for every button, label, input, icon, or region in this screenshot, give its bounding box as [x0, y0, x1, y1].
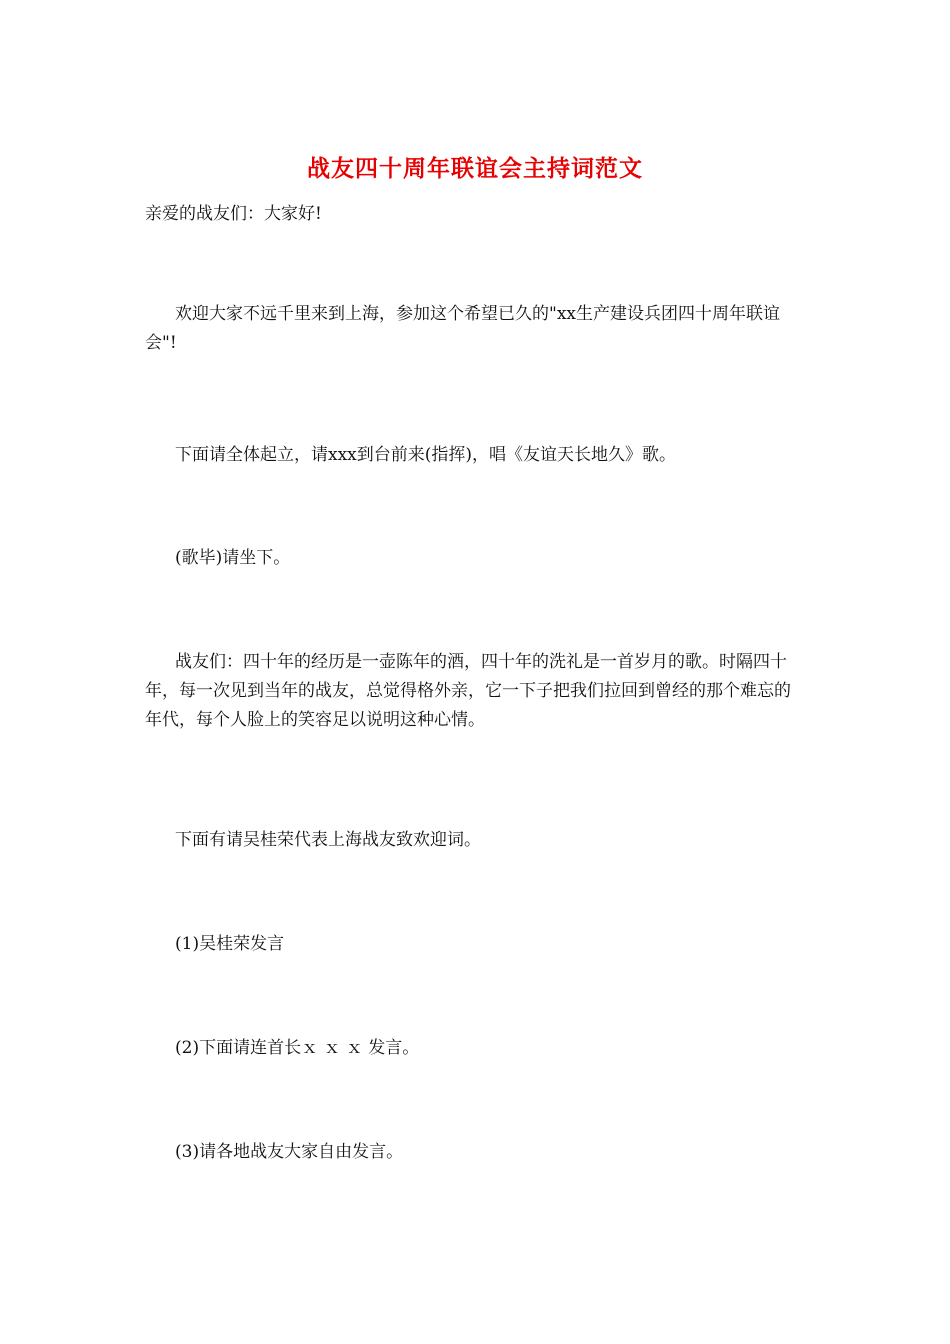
paragraph-welcome: 欢迎大家不远千里来到上海，参加这个希望已久的"xx生产建设兵团四十周年联谊会"!	[145, 304, 780, 353]
paragraph-forty-years: 战友们：四十年的经历是一壶陈年的酒，四十年的洗礼是一首岁月的歌。时隔四十年，每一次见到当年的战友，总觉得格外亲，它一下子把我们拉回到曾经的那个难忘的年代，每个人脸上的笑容足以说明这种心情。	[145, 652, 791, 730]
document-title: 战友四十周年联谊会主持词范文	[307, 155, 643, 182]
paragraph-welcome-speech: 下面有请吴桂荣代表上海战友致欢迎词。	[175, 830, 481, 850]
list-item-speech-2: (2)下面请连首长ｘ ｘ ｘ 发言。	[175, 1038, 420, 1058]
paragraph-sit-down: (歌毕)请坐下。	[175, 548, 291, 568]
greeting-line: 亲爱的战友们：大家好!	[145, 204, 322, 224]
list-item-speech-3: (3)请各地战友大家自由发言。	[175, 1142, 404, 1162]
list-item-speech-1: (1)吴桂荣发言	[175, 934, 285, 954]
paragraph-stand-sing: 下面请全体起立，请xxx到台前来(指挥)，唱《友谊天长地久》歌。	[175, 445, 677, 465]
